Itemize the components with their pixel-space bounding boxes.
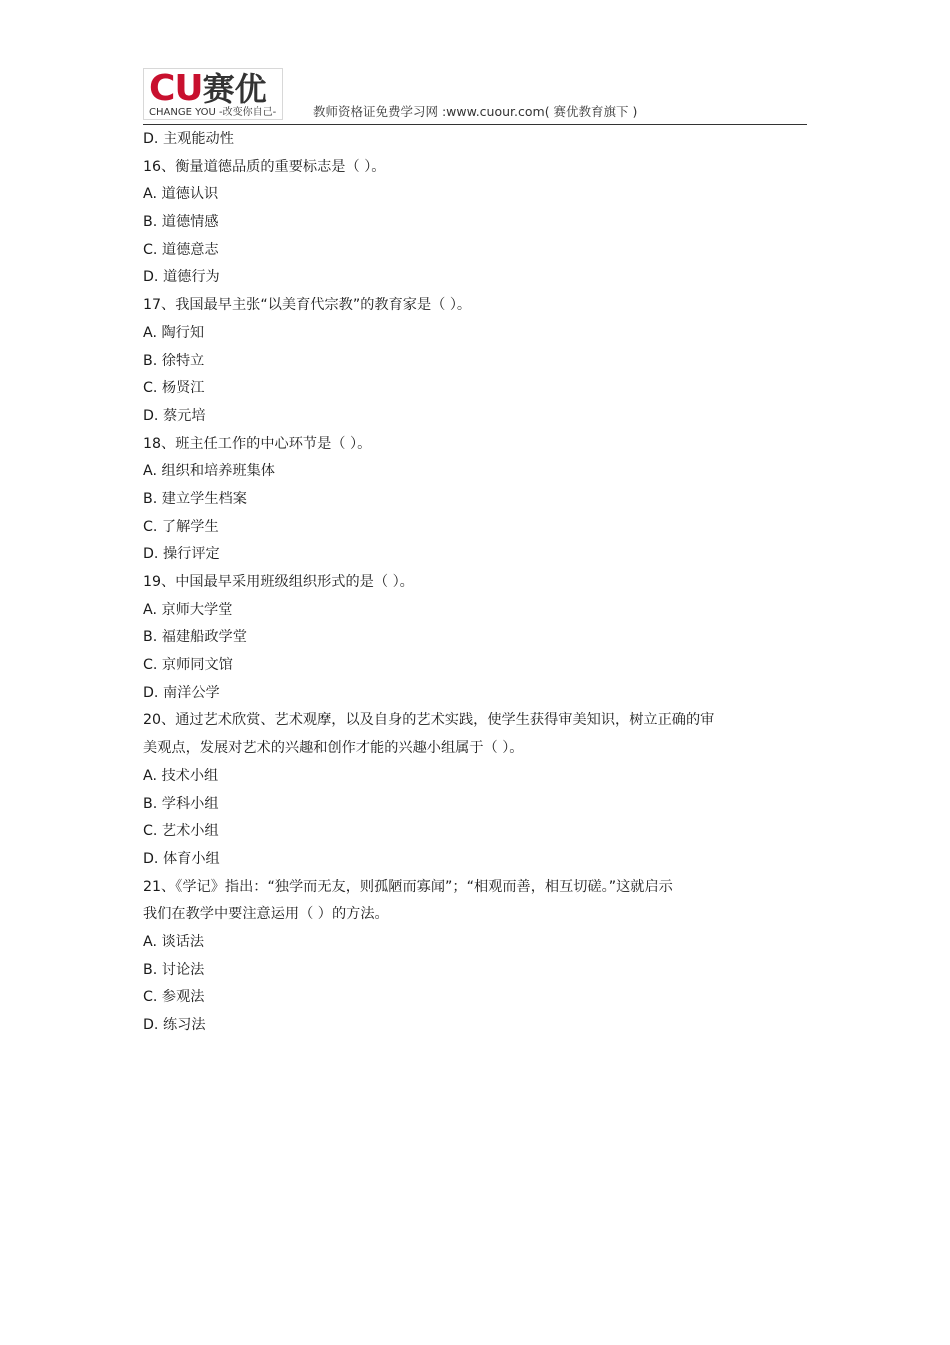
text-line: D. 主观能动性 [143,131,234,147]
option-line: D. 蔡元培 [143,407,206,424]
option-line: A. 技术小组 [143,767,219,784]
option-line: D. 体育小组 [143,850,220,867]
question-content [143,126,763,1040]
option-line: C. 艺术小组 [143,823,219,840]
option-line: A. 陶行知 [143,324,205,341]
logo-chinese: 赛优 [202,70,267,108]
option-line: B. 徐特立 [143,352,205,369]
question-21-stem-cont: 我们在教学中要注意运用（ ）的方法。 [143,906,389,923]
option-line: A. 道德认识 [143,186,219,203]
question-21-stem: 21、《学记》指出：“独学而无友，则孤陋而寡闻”；“相观而善，相互切磋。”这就启示 [143,878,673,895]
option-line: A. 谈话法 [143,933,205,950]
question-18-stem: 18、班主任工作的中心环节是（ ）。 [143,435,372,452]
logo-wordmark [149,68,267,109]
option-line: C. 参观法 [143,989,205,1006]
cuour-logo [143,68,283,120]
option-line: B. 道德情感 [143,214,219,231]
option-line: D. 道德行为 [143,269,220,286]
question-17-stem: 17、我国最早主张“以美育代宗教”的教育家是（ ）。 [143,297,472,314]
question-20-stem-cont: 美观点，发展对艺术的兴趣和创作才能的兴趣小组属于（ ）。 [143,740,524,757]
option-line: B. 建立学生档案 [143,490,247,507]
logo-tagline: CHANGE YOU -改变你自己- [149,107,277,118]
option-line: B. 讨论法 [143,961,205,978]
question-19-stem: 19、中国最早采用班级组织形式的是（ ）。 [143,574,414,590]
option-line: C. 京师同文馆 [143,657,233,674]
logo-letters: CU [149,68,203,109]
option-line: B. 福建船政学堂 [143,629,247,646]
option-line: D. 练习法 [143,1017,206,1033]
option-line: C. 道德意志 [143,241,219,258]
page-header [143,68,807,125]
option-line: D. 南洋公学 [143,684,220,701]
option-line: B. 学科小组 [143,795,219,812]
question-20-stem: 20、通过艺术欣赏、艺术观摩，以及自身的艺术实践，使学生获得审美知识，树立正确的审 [143,712,715,729]
option-line: D. 操行评定 [143,546,220,563]
question-16-stem: 16、衡量道德品质的重要标志是（ ）。 [143,158,386,175]
option-line: A. 组织和培养班集体 [143,463,275,480]
option-line: C. 杨贤江 [143,380,205,397]
option-line: A. 京师大学堂 [143,601,233,618]
option-line: C. 了解学生 [143,518,219,535]
site-info: 教师资格证免费学习网 :www.cuour.com( 赛优教育旗下 ) [313,104,638,119]
